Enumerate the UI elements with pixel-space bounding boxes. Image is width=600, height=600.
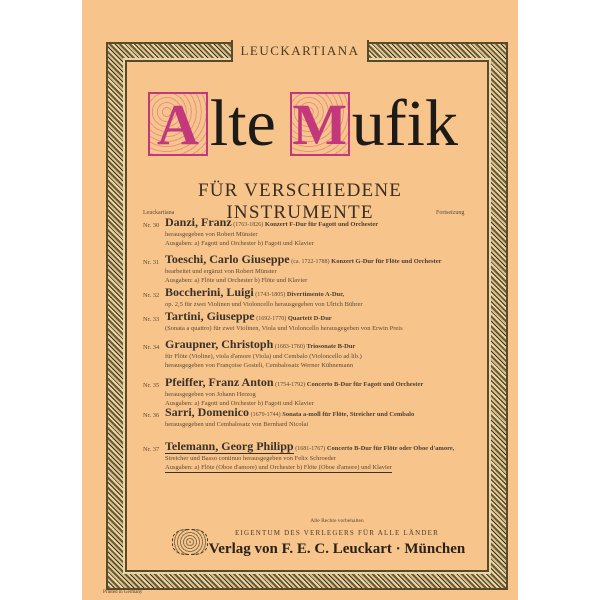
rights-statement: EIGENTUM DES VERLEGERS FÜR ALLE LÄNDER bbox=[235, 529, 439, 537]
ornate-initial-a-icon: A bbox=[148, 92, 208, 156]
catalog-entry: Nr. 30 Danzi, Franz (1763-1826) Konzert F-Dur für Fagott und Orchester herausgegeben von Robert Münster Ausgaben: a) Fagott und Orchester b) Fagott und Klavier bbox=[143, 215, 379, 247]
catalog-entry: Nr. 36 Sarri, Domenico (1679-1744) Sonata a-moll für Flöte, Streicher und Cembalo herausgegeben und Cembalosatz von Bernhard Nicolai bbox=[143, 405, 415, 428]
printed-in: Printed in Germany bbox=[103, 590, 143, 595]
title-word-1: lte bbox=[209, 87, 276, 160]
catalog-entry: Nr. 33 Tartini, Giuseppe (1692-1770) Quartett D-Dur (Sonata a quattro) für zwei Violinen, Viola und Violoncello herausgegeben von Erwin Preis bbox=[143, 309, 403, 332]
column-header-left: Leuckartiana bbox=[143, 210, 175, 216]
cover-footer bbox=[125, 518, 489, 558]
ornate-initial-m-icon: M bbox=[290, 92, 350, 156]
series-label: LEUCKARTIANA bbox=[231, 40, 369, 62]
catalog-entry-highlighted: Nr. 37 Telemann, Georg Philipp (1681-1767) Concerto B-Dur für Flöte oder Oboe d'amore, Streicher und Basso continuo herausgegeben von Felix Schroeder Ausgaben: a) Flöte (Oboe d'amore) und Orchester b) Flöte (Oboe d'amore) und Klavier bbox=[143, 439, 455, 471]
cover-title bbox=[148, 88, 458, 160]
title-word-2: ufik bbox=[351, 87, 459, 160]
catalog-entry: Nr. 32 Boccherini, Luigi (1743-1805) Divertimento A-Dur, op. 2,5 für zwei Violinen und Violoncello herausgegeben von Ulrich Bührer bbox=[143, 285, 363, 308]
column-header-right: Fortsetzung bbox=[436, 210, 465, 216]
subtitle: FÜR VERSCHIEDENE INSTRUMENTE bbox=[197, 180, 403, 223]
catalog-entry: Nr. 34 Graupner, Christoph (1683-1760) Triosonate B-Dur für Flöte (Violine), viola d'amore (Viola) und Cembalo (Violoncello ad lib.) herausgegeben von Françoise Gosteli, Cembalosatz Werner Kühnemann bbox=[143, 337, 362, 369]
publisher-name: Verlag von F. E. C. Leuckart · München bbox=[208, 541, 466, 557]
rights-note: Alle Rechte vorbehalten bbox=[310, 518, 364, 524]
catalog-entry: Nr. 35 Pfeiffer, Franz Anton (1754-1792) Concerto B-Dur für Fagott und Orchester herausgegeben von Johann Herzog Ausgaben: a) Fagott und Orchester b) Fagott und Klavier bbox=[143, 375, 424, 407]
catalog-entry: Nr. 31 Toeschi, Carlo Giuseppe (ca. 1722-1788) Konzert G-Dur für Flöte und Orchester bearbeitet und ergänzt von Robert Münster Ausgaben: a) Flöte und Orchester b) Flöte und Klavier bbox=[143, 252, 442, 284]
